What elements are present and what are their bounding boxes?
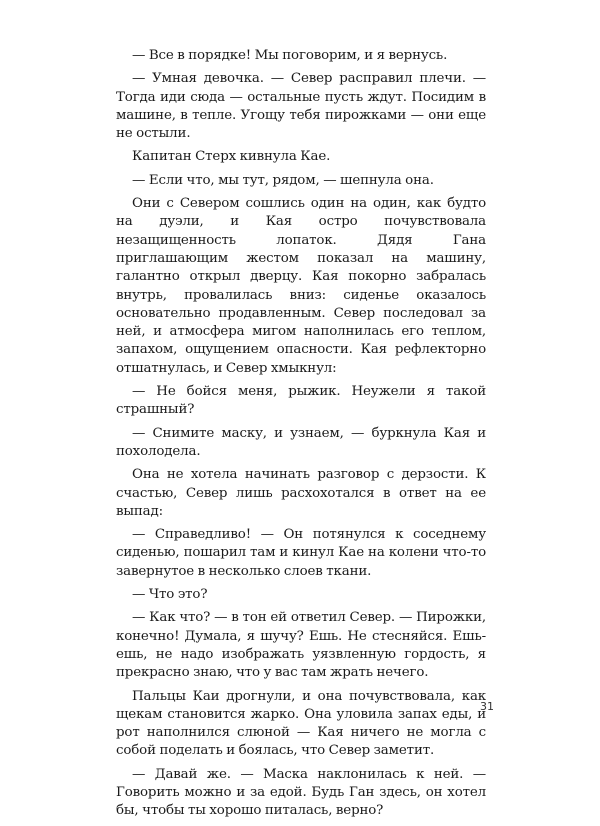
- paragraph: — Давай же. — Маска наклонилась к ней. — Говорить можно и за едой. Будь Ган здесь, он хотел бы, чтобы ты хорошо питалась, верно?: [116, 766, 486, 819]
- paragraph: — Если что, мы тут, рядом, — шепнула она.: [132, 172, 434, 188]
- paragraph: — Справедливо! — Он потянулся к соседнему сиденью, пошарил там и кинул Кае на колени что-то завернутое в несколько слоев ткани.: [116, 527, 486, 579]
- paragraph: Они с Севером сошлись один на один, как будто на дуэли, и Кая остро почувствовала незащищенность лопаток. Дядя Гана приглашающим жестом показал на машину, галантно открыл дверцу. Кая покорно забралась внутрь, провалилась вниз: сиденье оказалось основательно продавленным. Север последовал за ней, и атмосфера мигом наполнилась его теплом, запахом, ощущением опасности. Кая рефлекторно отшатнулась, и Север хмыкнул:: [116, 196, 486, 376]
- paragraph: — Не бойся меня, рыжик. Неужели я такой страшный?: [116, 384, 486, 418]
- page-number: 31: [480, 700, 494, 713]
- paragraph: — Что это?: [132, 587, 208, 603]
- paragraph: Пальцы Каи дрогнули, и она почувствовала, как щекам становится жарко. Она уловила запах еды, и рот наполнился слюной — Кая ничего не могла с собой поделать и боялась, что Север заметит.: [116, 688, 486, 759]
- body-text: [116, 47, 486, 826]
- paragraph: — Как что? — в тон ей ответил Север. — Пирожки, конечно! Думала, я шучу? Ешь. Не стесняйся. Ешь-ешь, не надо изображать уязвленную гордость, я прекрасно знаю, что у вас там жрать нечего.: [116, 610, 486, 681]
- paragraph: — Умная девочка. — Север расправил плечи. — Тогда иди сюда — остальные пусть ждут. Посидим в машине, в тепле. Угощу тебя пирожками — они еще не остыли.: [116, 71, 486, 142]
- paragraph: — Снимите маску, и узнаем, — буркнула Кая и похолодела.: [116, 425, 486, 459]
- paragraph: Капитан Стерх кивнула Кае.: [132, 149, 331, 165]
- paragraph: — Все в порядке! Мы поговорим, и я вернусь.: [132, 48, 448, 63]
- paragraph: Она не хотела начинать разговор с дерзости. К счастью, Север лишь расхохотался в ответ на ее выпад:: [116, 467, 486, 519]
